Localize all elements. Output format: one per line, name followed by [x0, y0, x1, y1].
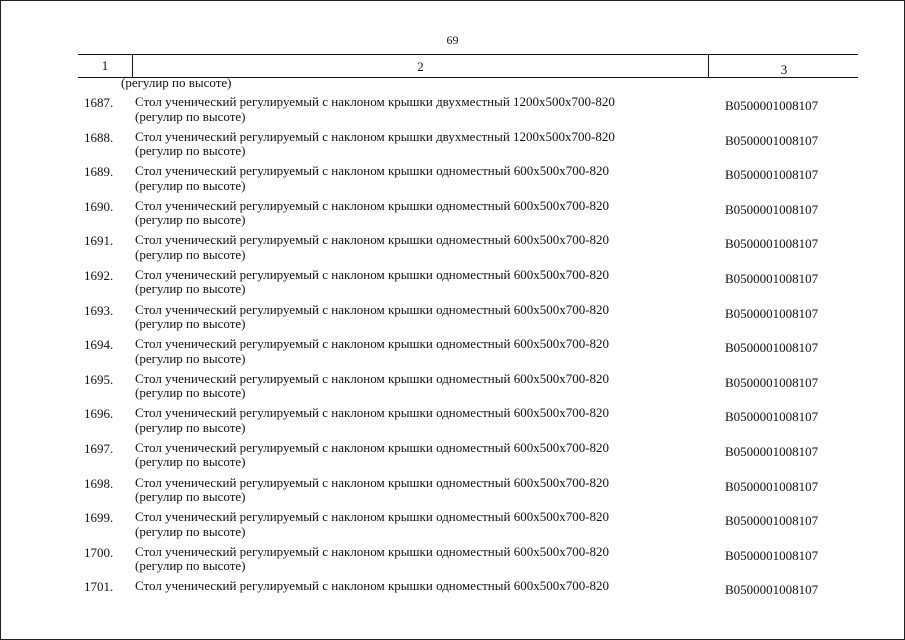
row-code: В0500001008107 — [725, 443, 819, 459]
table-row — [78, 372, 858, 407]
row-code: В0500001008107 — [725, 270, 819, 286]
row-description — [135, 337, 705, 366]
row-number: 1694. — [84, 337, 114, 353]
row-description-sub: (регулир по высоте) — [135, 108, 246, 124]
row-number: 1697. — [84, 440, 114, 456]
table-row — [78, 268, 858, 303]
row-description-sub: (регулир по высоте) — [135, 419, 246, 435]
row-code: В0500001008107 — [725, 132, 819, 148]
table-row — [78, 406, 858, 441]
row-description-main: Стол ученический регулируемый с наклоном крышки одноместный 600х500х700-820 — [135, 197, 610, 213]
table-row — [78, 579, 858, 614]
table-row — [78, 130, 858, 165]
row-code: В0500001008107 — [725, 478, 819, 494]
row-description-sub: (регулир по высоте) — [135, 350, 246, 366]
table-row — [78, 199, 858, 234]
row-description-sub: (регулир по высоте) — [135, 281, 246, 297]
header-col-1: 1 — [78, 55, 133, 77]
row-description — [135, 268, 705, 297]
row-description-sub: (регулир по высоте) — [135, 316, 246, 332]
row-code: В0500001008107 — [725, 513, 819, 529]
row-description-main: Стол ученический регулируемый с наклоном крышки одноместный 600х500х700-820 — [135, 405, 610, 421]
row-description — [135, 406, 705, 435]
row-description-sub: (регулир по высоте) — [135, 177, 246, 193]
row-description-sub: (регулир по высоте) — [135, 143, 246, 159]
row-number: 1688. — [84, 129, 114, 145]
table-row — [78, 233, 858, 268]
row-code: В0500001008107 — [725, 236, 819, 252]
row-code: В0500001008107 — [725, 374, 819, 390]
row-description-main: Стол ученический регулируемый с наклоном крышки одноместный 600х500х700-820 — [135, 301, 610, 317]
row-description — [135, 545, 705, 574]
table-row — [78, 441, 858, 476]
row-description-sub: (регулир по высоте) — [135, 246, 246, 262]
table-row — [78, 337, 858, 372]
row-code: В0500001008107 — [725, 167, 819, 183]
page-number: 69 — [446, 33, 459, 47]
row-description — [135, 199, 705, 228]
row-description-main: Стол ученический регулируемый с наклоном крышки двухместный 1200х500х700-820 — [135, 128, 615, 144]
row-description-main: Стол ученический регулируемый с наклоном крышки одноместный 600х500х700-820 — [135, 232, 610, 248]
row-number: 1690. — [84, 198, 114, 214]
row-description-main: Стол ученический регулируемый с наклоном крышки двухместный 1200х500х700-820 — [135, 94, 615, 109]
row-number: 1698. — [84, 475, 114, 491]
row-code: В0500001008107 — [725, 98, 819, 113]
row-description-sub: (регулир по высоте) — [135, 523, 246, 539]
row-number: 1693. — [84, 302, 114, 318]
row-code: В0500001008107 — [725, 340, 819, 356]
row-description — [135, 372, 705, 401]
row-code: В0500001008107 — [725, 305, 819, 321]
row-number: 1689. — [84, 164, 114, 180]
table-body — [78, 95, 858, 614]
table-row — [78, 164, 858, 199]
row-number: 1696. — [84, 406, 114, 422]
row-description-main: Стол ученический регулируемый с наклоном крышки одноместный 600х500х700-820 — [135, 336, 610, 352]
row-description — [135, 579, 705, 594]
row-code: В0500001008107 — [725, 201, 819, 217]
table-row — [78, 303, 858, 338]
row-description-main: Стол ученический регулируемый с наклоном крышки одноместный 600х500х700-820 — [135, 163, 610, 179]
table-row — [78, 510, 858, 545]
row-description-sub: (регулир по высоте) — [135, 454, 246, 470]
row-description — [135, 164, 705, 193]
continuation-text: (регулир по высоте) — [121, 75, 232, 90]
table-row — [78, 95, 858, 130]
row-number: 1687. — [84, 95, 114, 110]
row-description-main: Стол ученический регулируемый с наклоном крышки одноместный 600х500х700-820 — [135, 474, 610, 490]
row-description-main: Стол ученический регулируемый с наклоном крышки одноместный 600х500х700-820 — [135, 509, 610, 525]
row-code: В0500001008107 — [725, 582, 819, 598]
row-number: 1691. — [84, 233, 114, 249]
row-description-sub: (регулир по высоте) — [135, 558, 246, 574]
row-code: В0500001008107 — [725, 547, 819, 563]
row-description — [135, 130, 705, 159]
row-description — [135, 476, 705, 505]
row-number: 1695. — [84, 371, 114, 387]
row-number: 1692. — [84, 267, 114, 283]
row-description-main: Стол ученический регулируемый с наклоном крышки одноместный 600х500х700-820 — [135, 578, 610, 594]
row-description-main: Стол ученический регулируемый с наклоном крышки одноместный 600х500х700-820 — [135, 543, 610, 559]
row-description-main: Стол ученический регулируемый с наклоном крышки одноместный 600х500х700-820 — [135, 370, 610, 386]
table-row — [78, 476, 858, 511]
row-description — [135, 441, 705, 470]
row-description-sub: (регулир по высоте) — [135, 385, 246, 401]
row-description — [135, 233, 705, 262]
header-col-3: 3 — [708, 55, 859, 77]
row-description-main: Стол ученический регулируемый с наклоном крышки одноместный 600х500х700-820 — [135, 439, 610, 455]
inventory-table — [78, 54, 858, 598]
row-number: 1701. — [84, 579, 114, 595]
header-col-2: 2 — [417, 59, 424, 74]
row-number: 1700. — [84, 544, 114, 560]
row-code: В0500001008107 — [725, 409, 819, 425]
row-description-sub: (регулир по высоте) — [135, 212, 246, 228]
row-description-main: Стол ученический регулируемый с наклоном крышки одноместный 600х500х700-820 — [135, 266, 610, 282]
row-number: 1699. — [84, 510, 114, 526]
row-description-sub: (регулир по высоте) — [135, 489, 246, 505]
row-description — [135, 95, 705, 124]
row-description — [135, 510, 705, 539]
row-description — [135, 303, 705, 332]
table-row — [78, 545, 858, 580]
